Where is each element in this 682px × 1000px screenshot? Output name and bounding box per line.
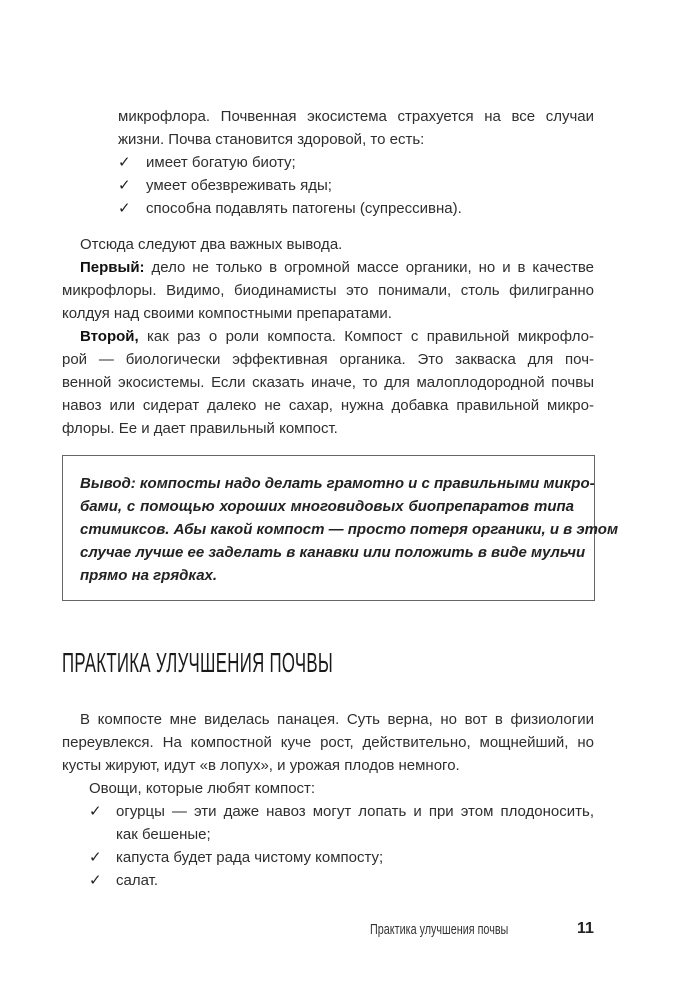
list-item: умеет обезвреживать яды; [146,177,332,194]
list-item-continuation: как бешеные; [116,826,211,843]
first-label: Первый: [80,259,145,276]
list-item: способна подавлять патогены (супрессивна). [146,200,462,217]
text-line: навоз или сидерат далеко не сахар, нужна добавка правильной микро- [62,397,594,414]
text-line [80,327,594,347]
text-line: В компосте мне виделась панацея. Суть верна, но вот в физиологии [80,711,594,728]
callout-line: прямо на грядках. [80,567,218,584]
list-item: огурцы — эти даже навоз могут лопать и при этом плодоносить, [116,803,594,820]
list-item: имеет богатую биоту; [146,154,296,171]
text-line: микрофлоры. Видимо, биодинамисты это понимали, столь филигранно [62,282,594,299]
text-line: венной экосистемы. Если сказать иначе, то для малоплодородной почвы [62,374,594,391]
text-line: Овощи, которые любят компост: [89,780,316,797]
list-item: салат. [116,872,158,889]
checkmark-icon: ✓ [118,154,131,171]
text-span: дело не только в огромной массе органики, но и в качестве [151,259,594,276]
checkmark-icon: ✓ [89,803,102,820]
checkmark-icon: ✓ [118,200,131,217]
running-title: Практика улучшения почвы [370,921,509,938]
text-span: как раз о роли компоста. Компост с правильной микрофло- [147,328,594,345]
page-number: 11 [577,920,594,937]
text-line: колдуя над своими компостными препаратами. [62,305,392,322]
second-label: Второй, [80,328,139,345]
checkmark-icon: ✓ [118,177,131,194]
checkmark-icon: ✓ [89,872,102,889]
text-line [80,258,594,278]
text-line: переувлекся. На компостной куче рост, действительно, мощнейший, но [62,734,594,751]
callout-line: Вывод: компосты надо делать грамотно и с правильными микро- [80,475,595,492]
text-line: жизни. Почва становится здоровой, то есть: [118,131,425,148]
callout-line: бами, с помощью хороших многовидовых биопрепаратов типа [80,498,574,515]
checkmark-icon: ✓ [89,849,102,866]
text-line: флоры. Ее и дает правильный компост. [62,420,338,437]
list-item: капуста будет рада чистому компосту; [116,849,384,866]
callout-line: случае лучше ее заделать в канавки или положить в виде мульчи [80,544,586,561]
callout-line: стимиксов. Абы какой компост — просто потеря органики, и в этом [80,521,619,538]
text-line: микрофлора. Почвенная экосистема страхуется на все случаи [118,108,594,125]
text-line: кусты жируют, идут «в лопух», и урожая плодов немного. [62,757,460,774]
section-heading: ПРАКТИКА УЛУЧШЕНИЯ ПОЧВЫ [62,647,334,678]
text-line: Отсюда следуют два важных вывода. [80,236,343,253]
text-line: рой — биологически эффективная органика. Это закваска для поч- [62,351,594,368]
